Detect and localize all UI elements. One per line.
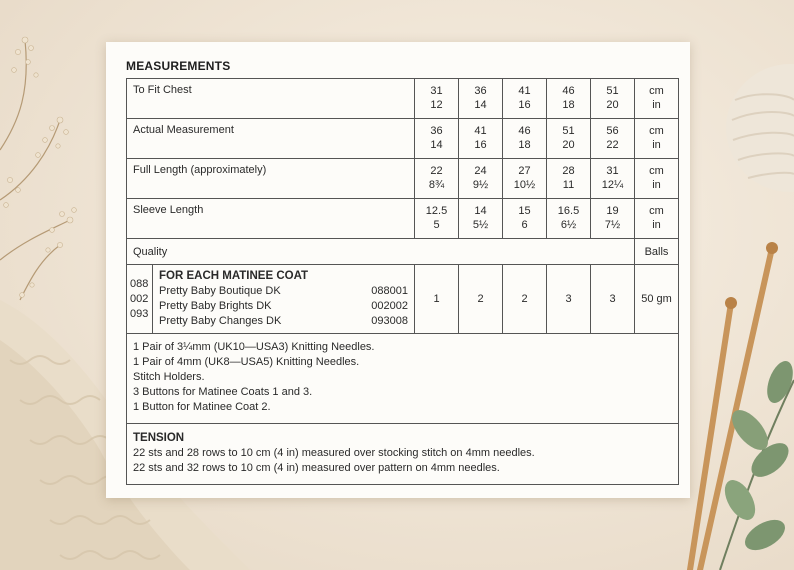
eucalyptus-leaves <box>719 358 794 570</box>
row-label: Sleeve Length <box>127 199 415 239</box>
note-line: 1 Button for Matinee Coat 2. <box>133 401 271 413</box>
size-value: 16.5 6½ <box>547 199 591 239</box>
yarn-title: FOR EACH MATINEE COAT <box>159 270 309 282</box>
table-row <box>127 199 679 239</box>
size-value: 31 12 <box>415 79 459 119</box>
size-value: 15 6 <box>503 199 547 239</box>
yarn-item: Pretty Baby Changes DK 093008 <box>159 315 408 327</box>
tension-row <box>127 424 679 485</box>
size-value: 24 9½ <box>459 159 503 199</box>
ball-count: 1 <box>415 265 459 334</box>
quality-header-row <box>127 239 679 265</box>
size-value: 12.5 5 <box>415 199 459 239</box>
notes-row <box>127 334 679 424</box>
size-value: 28 11 <box>547 159 591 199</box>
unit-label: cm in <box>635 79 679 119</box>
unit-label: cm in <box>635 199 679 239</box>
yarn-codes: 088 002 093 <box>127 265 153 334</box>
measurements-table <box>126 78 679 485</box>
size-value: 31 12¼ <box>591 159 635 199</box>
size-value: 27 10½ <box>503 159 547 199</box>
note-line: 3 Buttons for Matinee Coats 1 and 3. <box>133 386 313 398</box>
yarn-ball <box>726 64 794 192</box>
measurements-heading: MEASUREMENTS <box>126 59 231 73</box>
ball-count: 3 <box>547 265 591 334</box>
row-label: To Fit Chest <box>127 79 415 119</box>
ball-count: 3 <box>591 265 635 334</box>
table-row <box>127 79 679 119</box>
unit-label: cm in <box>635 159 679 199</box>
note-line: Stitch Holders. <box>133 371 205 383</box>
size-value: 22 8¾ <box>415 159 459 199</box>
tension-line: 22 sts and 28 rows to 10 cm (4 in) measured over stocking stitch on 4mm needles. <box>133 447 535 459</box>
size-value: 46 18 <box>547 79 591 119</box>
yarn-item: Pretty Baby Brights DK 002002 <box>159 300 408 312</box>
yarn-row <box>127 265 679 334</box>
size-value: 51 20 <box>547 119 591 159</box>
knitting-needles <box>690 242 778 570</box>
row-label: Full Length (approximately) <box>127 159 415 199</box>
size-value: 56 22 <box>591 119 635 159</box>
size-value: 19 7½ <box>591 199 635 239</box>
balls-label: Balls <box>635 239 679 265</box>
ball-count: 2 <box>503 265 547 334</box>
size-value: 36 14 <box>459 79 503 119</box>
tension-title: TENSION <box>133 432 185 444</box>
note-line: 1 Pair of 3¼mm (UK10—USA3) Knitting Needles. <box>133 341 375 353</box>
table-row <box>127 159 679 199</box>
dried-flowers <box>0 37 76 300</box>
ball-weight: 50 gm <box>635 265 679 334</box>
unit-label: cm in <box>635 119 679 159</box>
size-value: 46 18 <box>503 119 547 159</box>
note-line: 1 Pair of 4mm (UK8—USA5) Knitting Needles. <box>133 356 360 368</box>
size-value: 41 16 <box>459 119 503 159</box>
yarn-item: Pretty Baby Boutique DK 088001 <box>159 285 408 297</box>
tension-line: 22 sts and 32 rows to 10 cm (4 in) measured over pattern on 4mm needles. <box>133 462 500 474</box>
quality-label: Quality <box>127 239 635 265</box>
row-label: Actual Measurement <box>127 119 415 159</box>
size-value: 14 5½ <box>459 199 503 239</box>
table-row <box>127 119 679 159</box>
pattern-card <box>106 42 690 498</box>
materials-notes <box>127 334 679 424</box>
tension-section <box>127 424 679 485</box>
size-value: 36 14 <box>415 119 459 159</box>
size-value: 51 20 <box>591 79 635 119</box>
ball-count: 2 <box>459 265 503 334</box>
yarn-list <box>153 265 415 334</box>
size-value: 41 16 <box>503 79 547 119</box>
